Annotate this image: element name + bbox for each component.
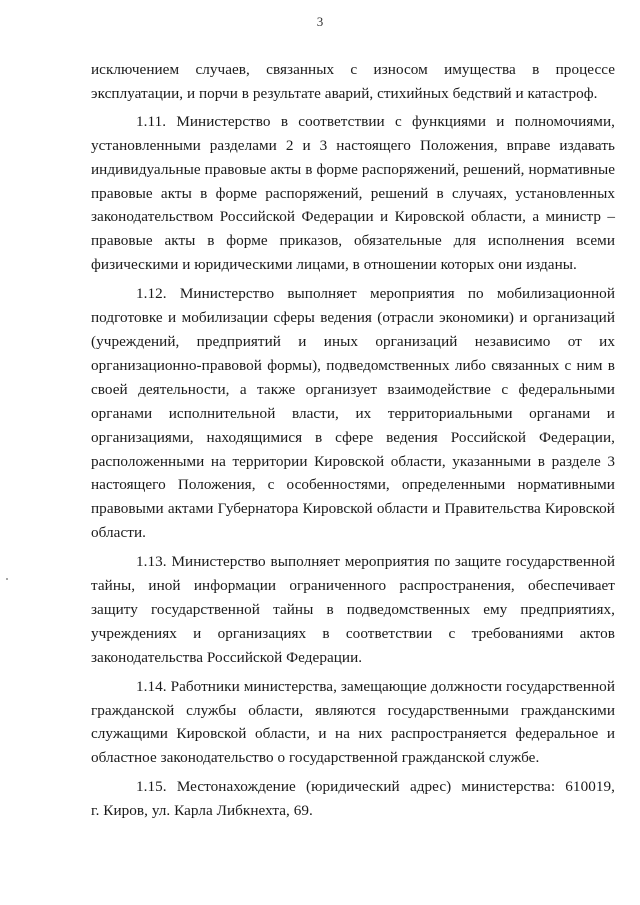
paragraph-1-15 <box>91 775 615 799</box>
paragraph-1-11: 1.11. Министерство в соответствии с функциями и полномочиями, установленными разделами 2 и 3 настоящего Положения, вправе издавать индивидуальные правовые акты в форме распоряжений, решений, нормативные правовые акты в форме распоряжений, решений в случаях, установленных законодательством Российской Федерации и Кировской области, а министр – правовые акты в форме приказов, обязательные для исполнения всеми физическими и юридическими лицами, в отношении которых они изданы. <box>91 112 615 274</box>
page-number: 3 <box>316 14 324 29</box>
continuation-paragraph: исключением случаев, связанных с износом имущества в процессе эксплуатации, и порчи в результате аварий, стихийных бедствий и катастроф. <box>91 61 615 102</box>
paragraph-1-14: 1.14. Работники министерства, замещающие должности государственной гражданской службы области, являются государственными гражданскими служащими Кировской области, и на них распространяется федеральное и областное законодательство о государственной гражданской службе. <box>91 677 615 767</box>
address-line-2: г. Киров, ул. Карла Либкнехта, 69. <box>91 802 313 820</box>
paragraph-1-12: 1.12. Министерство выполняет мероприятия по мобилизационной подготовке и мобилизации сферы ведения (отрасли экономики) и организаций (учреждений, предприятий и иных организаций независимо от их организационно-правовой формы), подведомственных либо связанных с ним в своей деятельности, а также организует взаимодействие с федеральными органами исполнительной власти, их территориальными органами и организациями, находящимися в сфере ведения Российской Федерации, расположенными на территории Кировской области, указанными в разделе 3 настоящего Положения, с особенностями, определенными нормативными правовыми актами Губернатора Кировской области и Правительства Кировской области. <box>91 285 615 542</box>
address-line-1: 1.15. Местонахождение (юридический адрес) министерства: 610019, <box>136 778 615 796</box>
paragraph-1-13: 1.13. Министерство выполняет мероприятия по защите государственной тайны, иной информации ограниченного распространения, обеспечивает защиту государственной тайны в подведомственных ему предприятиях, учреждениях и организациях в соответствии с требованиями актов законодательства Российской Федерации. <box>91 553 615 666</box>
document-body <box>91 58 615 823</box>
scan-artifact <box>6 578 8 580</box>
